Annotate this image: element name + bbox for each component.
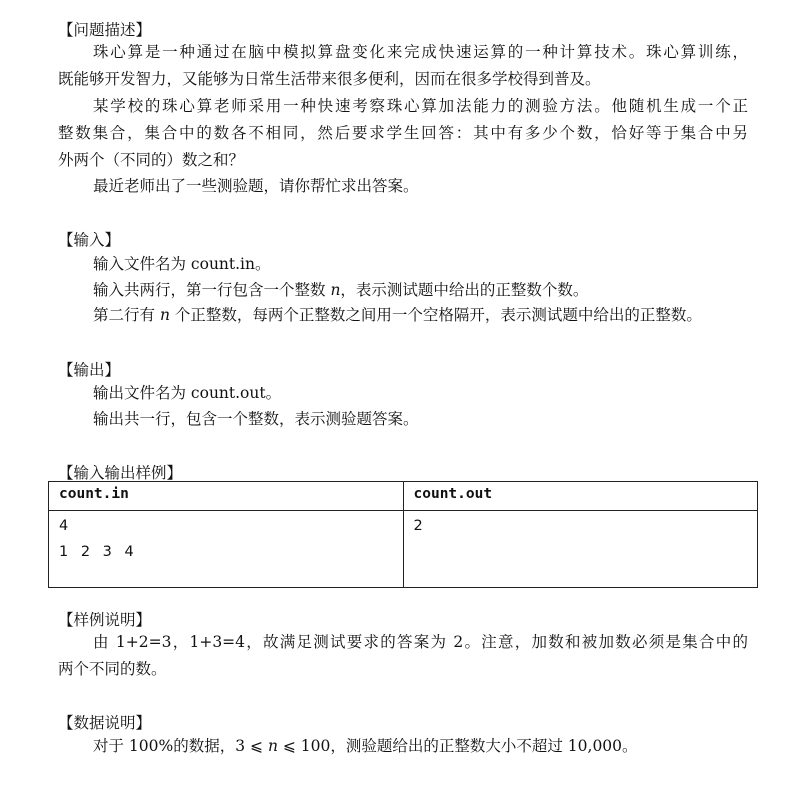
explain-line2: 两个不同的数。 <box>58 660 167 678</box>
problem-p2-line3: 外两个（不同的）数之和？ <box>58 151 245 169</box>
sample-heading: 【输入输出样例】 <box>58 464 183 482</box>
problem-p1-line2: 既能够开发智力，又能够为日常生活带来很多便利，因而在很多学校得到普及。 <box>58 70 601 88</box>
problem-heading: 【问题描述】 <box>58 21 152 39</box>
problem-p3: 最近老师出了一些测验题，请你帮忙求出答案。 <box>93 177 419 195</box>
problem-p1-line1: 珠心算是一种通过在脑中模拟算盘变化来完成快速运算的一种计算技术。珠心算训练， <box>93 43 748 61</box>
data-heading: 【数据说明】 <box>58 714 152 732</box>
sample-table <box>48 481 758 588</box>
input-line3-var: n <box>159 306 170 324</box>
input-heading: 【输入】 <box>58 231 121 249</box>
sample-output-cell <box>403 511 758 588</box>
input-line2-text-end: ，表示测试题中给出的正整数个数。 <box>340 281 589 299</box>
problem-p2-line1: 某学校的珠心算老师采用一种快速考察珠心算加法能力的测验方法。他随机生成一个正 <box>93 97 748 115</box>
output-heading: 【输出】 <box>58 361 121 379</box>
input-line2-var: n <box>330 281 341 299</box>
data-line1 <box>93 733 638 759</box>
output-line1: 输出文件名为 count.out。 <box>93 384 282 402</box>
sample-col-output: count.out <box>403 482 758 511</box>
problem-p2-line2: 整数集合，集合中的数各不相同，然后要求学生回答：其中有多少个数，恰好等于集合中另 <box>58 124 748 142</box>
explain-line1: 由 1+2=3，1+3=4，故满足测试要求的答案为 2。注意，加数和被加数必须是集合中的 <box>93 633 748 651</box>
input-line2 <box>93 277 588 303</box>
input-line1: 输入文件名为 count.in。 <box>93 255 271 273</box>
sample-input-line1: 4 <box>59 518 73 534</box>
data-line1-text-end: ⩽ 100，测验题给出的正整数大小不超过 10,000。 <box>277 737 638 755</box>
output-line2: 输出共一行，包含一个整数，表示测验题答案。 <box>93 410 419 428</box>
sample-input-line2: 1 2 3 4 <box>59 544 138 560</box>
sample-col-input: count.in <box>49 482 404 511</box>
data-line1-var: n <box>267 737 278 755</box>
input-line2-text: 输入共两行，第一行包含一个整数 <box>93 281 331 299</box>
data-line1-text: 对于 100%的数据，3 ⩽ <box>93 737 268 755</box>
input-line3-text-end: 个正整数，每两个正整数之间用一个空格隔开，表示测试题中给出的正整数。 <box>169 306 702 324</box>
sample-output-line1: 2 <box>413 518 427 534</box>
input-line3-text: 第二行有 <box>93 306 160 324</box>
sample-input-cell <box>49 511 404 588</box>
sample-table-row <box>49 511 758 588</box>
input-line3 <box>93 302 702 328</box>
explain-heading: 【样例说明】 <box>58 611 152 629</box>
sample-table-header-row <box>49 482 758 511</box>
